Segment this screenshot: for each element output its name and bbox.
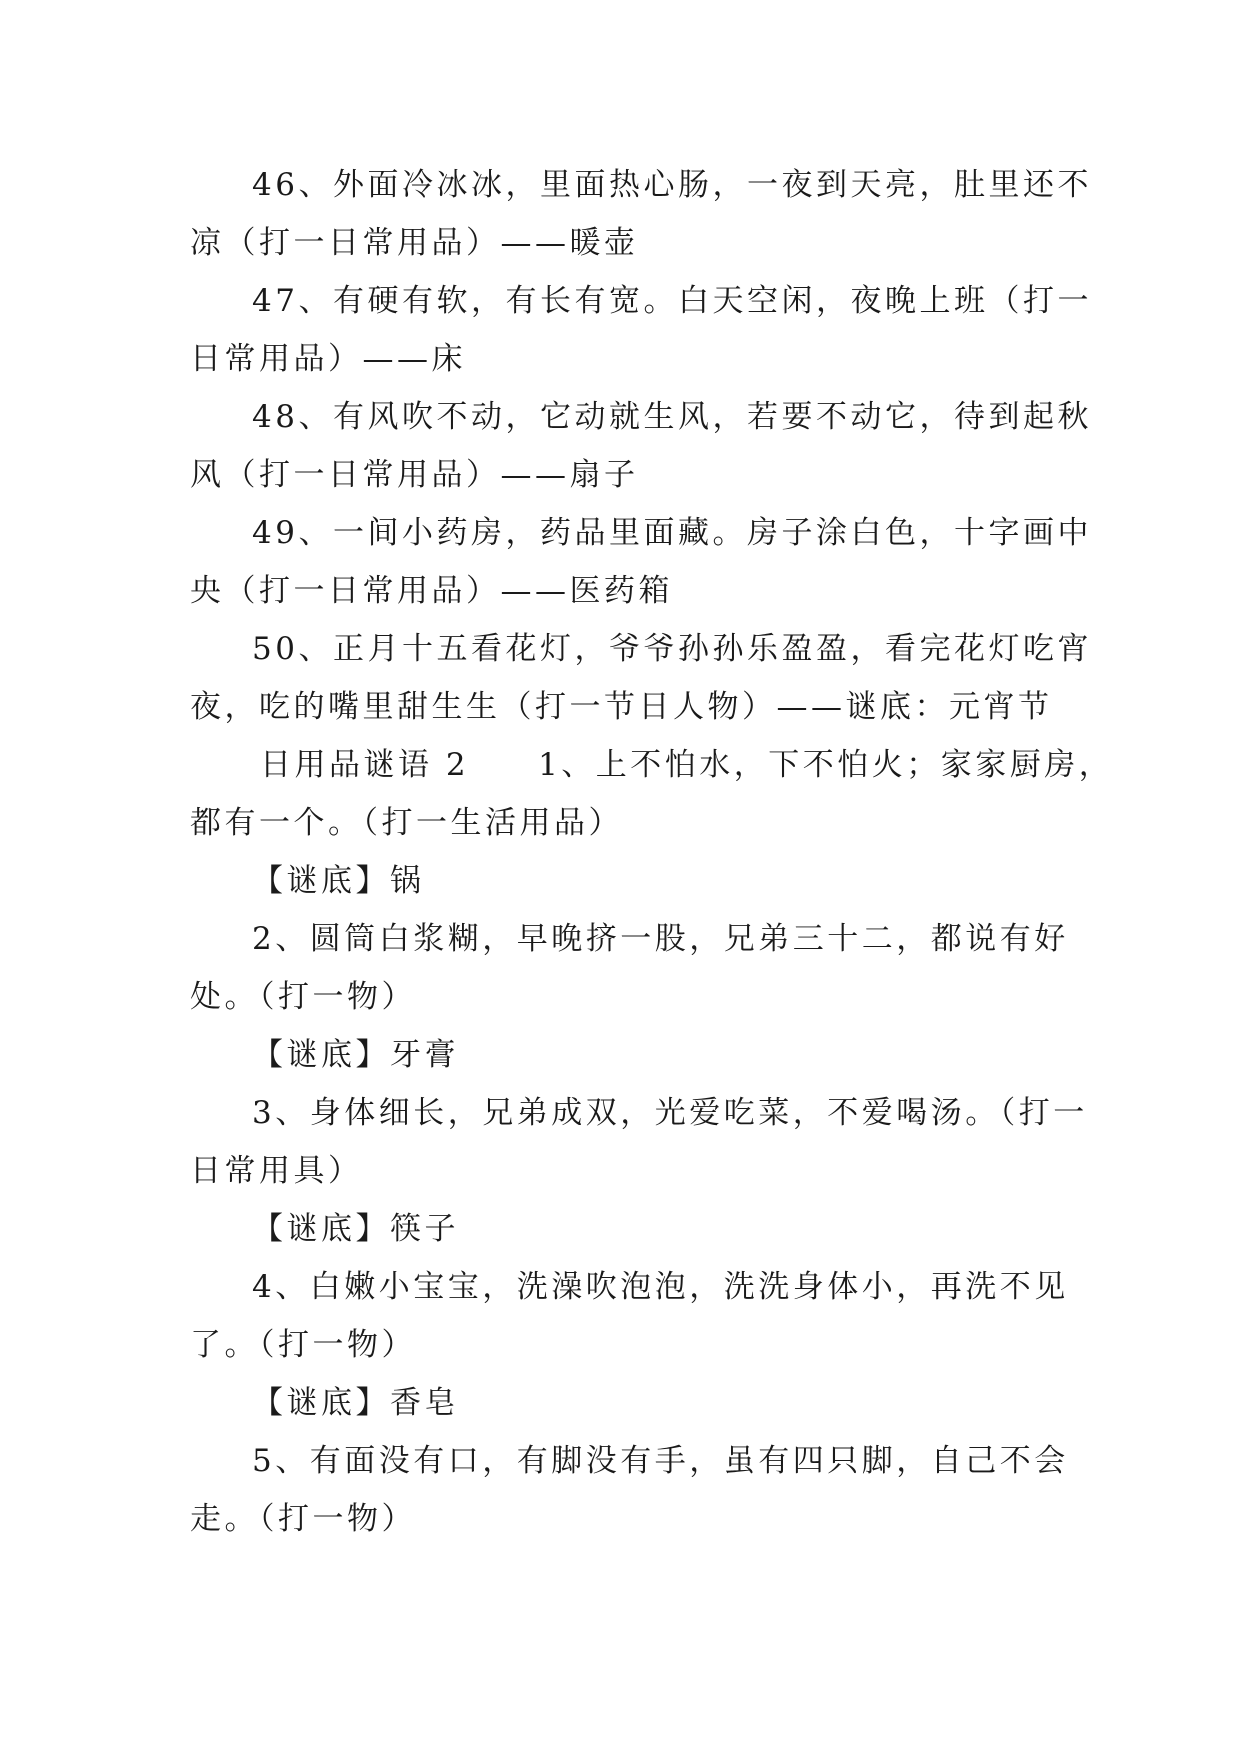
- text-line: 5、有面没有口，有脚没有手，虽有四只脚，自己不会: [252, 1443, 1069, 1479]
- answer-line: 【谜底】牙膏: [252, 1037, 459, 1073]
- section-heading-line: 日用品谜语 2 1、上不怕水，下不怕火；家家厨房，: [260, 747, 1114, 783]
- text-line: 46、外面冷冰冰，里面热心肠，一夜到天亮，肚里还不: [252, 167, 1092, 203]
- text-body: [190, 156, 1114, 1548]
- text-line: 央（打一日常用品）——医药箱: [190, 573, 673, 609]
- text-line: 日常用品）——床: [190, 341, 466, 377]
- text-line: 都有一个。（打一生活用品）: [190, 805, 623, 841]
- answer-line: 【谜底】香皂: [252, 1385, 459, 1421]
- text-line: 日常用具）: [190, 1153, 363, 1189]
- text-line: 50、正月十五看花灯，爷爷孙孙乐盈盈，看完花灯吃宵: [252, 631, 1092, 667]
- text-line: 处。（打一物）: [190, 979, 416, 1015]
- text-line: 47、有硬有软，有长有宽。白天空闲，夜晚上班（打一: [252, 283, 1092, 319]
- text-line: 3、身体细长，兄弟成双，光爱吃菜，不爱喝汤。（打一: [252, 1095, 1088, 1131]
- text-line: 48、有风吹不动，它动就生风，若要不动它，待到起秋: [252, 399, 1092, 435]
- text-line: 2、圆筒白浆糊，早晚挤一股，兄弟三十二，都说有好: [252, 921, 1069, 957]
- text-line: 凉（打一日常用品）——暖壶: [190, 225, 639, 261]
- answer-line: 【谜底】筷子: [252, 1211, 459, 1247]
- answer-line: 【谜底】锅: [252, 863, 425, 899]
- text-line: 4、白嫩小宝宝，洗澡吹泡泡，洗洗身体小，再洗不见: [252, 1269, 1069, 1305]
- text-line: 夜，吃的嘴里甜生生（打一节日人物）——谜底：元宵节: [190, 689, 1053, 725]
- text-line: 走。（打一物）: [190, 1501, 416, 1537]
- text-line: 了。（打一物）: [190, 1327, 416, 1363]
- text-line: 风（打一日常用品）——扇子: [190, 457, 639, 493]
- text-line: 49、一间小药房，药品里面藏。房子涂白色，十字画中: [252, 515, 1092, 551]
